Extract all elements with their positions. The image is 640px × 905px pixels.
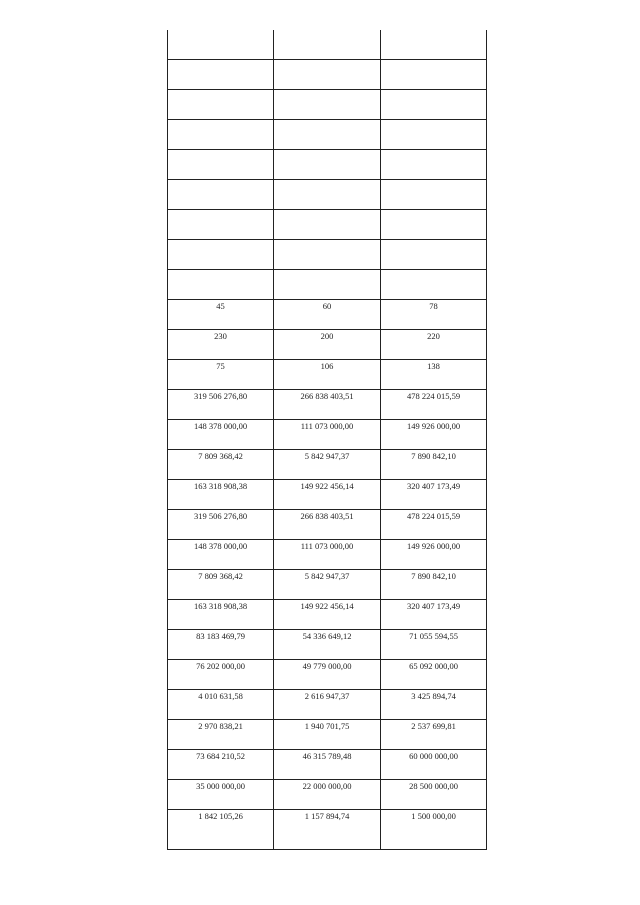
document-table-fragment: [167, 30, 486, 850]
table-cell: [274, 480, 381, 510]
table-row: [168, 450, 487, 480]
table-cell: [381, 720, 487, 750]
table-cell: [381, 450, 487, 480]
cell-value: 320 407 173,49: [406, 481, 461, 491]
data-table: [167, 30, 487, 850]
cell-value: [381, 120, 486, 121]
table-cell: [168, 240, 274, 270]
table-cell: [274, 30, 381, 60]
table-cell: [168, 570, 274, 600]
cell-value: [168, 210, 273, 211]
table-row: [168, 810, 487, 850]
cell-value: [168, 90, 273, 91]
table-cell: [381, 690, 487, 720]
table-row: [168, 30, 487, 60]
cell-value: [274, 150, 380, 151]
cell-value: 49 779 000,00: [302, 661, 352, 671]
table-row: [168, 480, 487, 510]
table-cell: [168, 120, 274, 150]
table-cell: [381, 300, 487, 330]
table-cell: [274, 510, 381, 540]
table-row: [168, 270, 487, 300]
table-cell: [381, 30, 487, 60]
cell-value: 7 890 842,10: [411, 451, 456, 461]
cell-value: 1 500 000,00: [411, 811, 456, 821]
cell-value: 320 407 173,49: [406, 601, 461, 611]
cell-value: [274, 240, 380, 241]
cell-value: [381, 270, 486, 271]
table-cell: [274, 780, 381, 810]
table-row: [168, 630, 487, 660]
table-cell: [168, 750, 274, 780]
table-cell: [381, 420, 487, 450]
cell-value: 230: [214, 331, 227, 341]
table-cell: [168, 540, 274, 570]
cell-value: 148 378 000,00: [193, 421, 248, 431]
cell-value: 319 506 276,80: [193, 511, 248, 521]
cell-value: [168, 150, 273, 151]
table-cell: [168, 390, 274, 420]
table-row: [168, 720, 487, 750]
table-cell: [274, 180, 381, 210]
cell-value: 163 318 908,38: [193, 601, 248, 611]
table-cell: [381, 90, 487, 120]
cell-value: 73 684 210,52: [196, 751, 245, 761]
cell-value: [274, 270, 380, 271]
table-cell: [168, 180, 274, 210]
table-cell: [274, 210, 381, 240]
cell-value: 3 425 894,74: [411, 691, 456, 701]
table-cell: [274, 120, 381, 150]
table-cell: [168, 150, 274, 180]
table-row: [168, 300, 487, 330]
cell-value: 35 000 000,00: [196, 781, 245, 791]
cell-value: 83 183 469,79: [196, 631, 245, 641]
table-row: [168, 60, 487, 90]
table-row: [168, 240, 487, 270]
table-row: [168, 90, 487, 120]
table-cell: [274, 720, 381, 750]
cell-value: 266 838 403,51: [300, 391, 354, 401]
cell-value: 1 842 105,26: [198, 811, 243, 821]
cell-value: 163 318 908,38: [193, 481, 248, 491]
table-row: [168, 510, 487, 540]
table-row: [168, 600, 487, 630]
table-body: [168, 30, 487, 850]
cell-value: 65 092 000,00: [409, 661, 458, 671]
cell-value: 111 073 000,00: [300, 421, 354, 431]
cell-value: [274, 120, 380, 121]
cell-value: 5 842 947,37: [304, 571, 350, 581]
table-cell: [381, 240, 487, 270]
cell-value: 111 073 000,00: [300, 541, 354, 551]
table-cell: [381, 60, 487, 90]
table-row: [168, 330, 487, 360]
table-cell: [168, 360, 274, 390]
table-cell: [274, 540, 381, 570]
table-cell: [274, 330, 381, 360]
table-cell: [381, 360, 487, 390]
cell-value: [274, 180, 380, 181]
cell-value: 60: [322, 301, 332, 311]
cell-value: [168, 30, 273, 31]
table-cell: [168, 660, 274, 690]
table-cell: [381, 180, 487, 210]
cell-value: 2 537 699,81: [411, 721, 456, 731]
cell-value: [381, 60, 486, 61]
table-cell: [381, 540, 487, 570]
cell-value: 7 809 368,42: [198, 451, 243, 461]
cell-value: 54 336 649,12: [302, 631, 352, 641]
cell-value: 2 970 838,21: [198, 721, 243, 731]
cell-value: 106: [320, 361, 334, 371]
table-cell: [168, 690, 274, 720]
cell-value: 220: [427, 331, 440, 341]
table-cell: [274, 660, 381, 690]
table-cell: [381, 390, 487, 420]
cell-value: 22 000 000,00: [302, 781, 352, 791]
table-cell: [168, 630, 274, 660]
cell-value: 75: [216, 361, 225, 371]
table-cell: [168, 420, 274, 450]
table-row: [168, 360, 487, 390]
table-row: [168, 570, 487, 600]
table-cell: [381, 120, 487, 150]
table-cell: [381, 630, 487, 660]
table-cell: [168, 810, 274, 850]
table-cell: [381, 210, 487, 240]
cell-value: 149 926 000,00: [406, 421, 461, 431]
cell-value: 1 157 894,74: [304, 811, 350, 821]
cell-value: 78: [429, 301, 438, 311]
cell-value: 319 506 276,80: [193, 391, 248, 401]
cell-value: 71 055 594,55: [409, 631, 458, 641]
cell-value: [274, 90, 380, 91]
table-cell: [381, 600, 487, 630]
table-row: [168, 780, 487, 810]
table-cell: [274, 630, 381, 660]
table-cell: [274, 750, 381, 780]
cell-value: [168, 60, 273, 61]
cell-value: 266 838 403,51: [300, 511, 354, 521]
cell-value: 28 500 000,00: [409, 781, 458, 791]
table-cell: [381, 330, 487, 360]
table-cell: [274, 390, 381, 420]
cell-value: [274, 210, 380, 211]
cell-value: 149 922 456,14: [300, 601, 354, 611]
cell-value: 200: [320, 331, 334, 341]
table-cell: [168, 480, 274, 510]
table-cell: [274, 570, 381, 600]
table-cell: [274, 90, 381, 120]
table-row: [168, 120, 487, 150]
cell-value: 138: [427, 361, 440, 371]
table-cell: [274, 810, 381, 850]
table-cell: [168, 720, 274, 750]
table-row: [168, 180, 487, 210]
table-cell: [168, 210, 274, 240]
table-cell: [381, 810, 487, 850]
cell-value: 478 224 015,59: [406, 391, 461, 401]
cell-value: [381, 30, 486, 31]
table-cell: [168, 600, 274, 630]
cell-value: 46 315 789,48: [302, 751, 352, 761]
table-cell: [381, 750, 487, 780]
cell-value: 60 000 000,00: [409, 751, 458, 761]
table-cell: [274, 270, 381, 300]
table-cell: [274, 300, 381, 330]
table-cell: [381, 780, 487, 810]
table-cell: [274, 690, 381, 720]
table-cell: [274, 240, 381, 270]
table-cell: [274, 450, 381, 480]
cell-value: [381, 210, 486, 211]
cell-value: [274, 60, 380, 61]
table-cell: [168, 330, 274, 360]
table-cell: [274, 360, 381, 390]
cell-value: [381, 180, 486, 181]
cell-value: [168, 180, 273, 181]
table-cell: [381, 480, 487, 510]
table-row: [168, 690, 487, 720]
table-row: [168, 390, 487, 420]
table-row: [168, 660, 487, 690]
cell-value: 1 940 701,75: [304, 721, 350, 731]
table-cell: [274, 150, 381, 180]
cell-value: 7 890 842,10: [411, 571, 456, 581]
table-cell: [274, 420, 381, 450]
table-cell: [381, 510, 487, 540]
table-row: [168, 750, 487, 780]
table-cell: [274, 600, 381, 630]
table-row: [168, 210, 487, 240]
cell-value: 149 922 456,14: [300, 481, 354, 491]
table-cell: [168, 510, 274, 540]
cell-value: 478 224 015,59: [406, 511, 461, 521]
table-cell: [168, 450, 274, 480]
table-cell: [168, 300, 274, 330]
table-row: [168, 540, 487, 570]
cell-value: [274, 30, 380, 31]
table-cell: [168, 30, 274, 60]
table-row: [168, 150, 487, 180]
cell-value: [381, 240, 486, 241]
table-cell: [168, 90, 274, 120]
table-cell: [381, 570, 487, 600]
cell-value: 76 202 000,00: [196, 661, 245, 671]
cell-value: [381, 90, 486, 91]
table-row: [168, 420, 487, 450]
cell-value: [168, 240, 273, 241]
cell-value: 7 809 368,42: [198, 571, 243, 581]
cell-value: 4 010 631,58: [198, 691, 243, 701]
cell-value: 149 926 000,00: [406, 541, 461, 551]
cell-value: 148 378 000,00: [193, 541, 248, 551]
table-cell: [168, 60, 274, 90]
cell-value: [168, 120, 273, 121]
table-cell: [381, 660, 487, 690]
cell-value: [381, 150, 486, 151]
table-cell: [168, 270, 274, 300]
cell-value: 2 616 947,37: [304, 691, 350, 701]
table-cell: [381, 150, 487, 180]
table-cell: [274, 60, 381, 90]
cell-value: 5 842 947,37: [304, 451, 350, 461]
table-cell: [381, 270, 487, 300]
cell-value: 45: [216, 301, 225, 311]
table-cell: [168, 780, 274, 810]
cell-value: [168, 270, 273, 271]
